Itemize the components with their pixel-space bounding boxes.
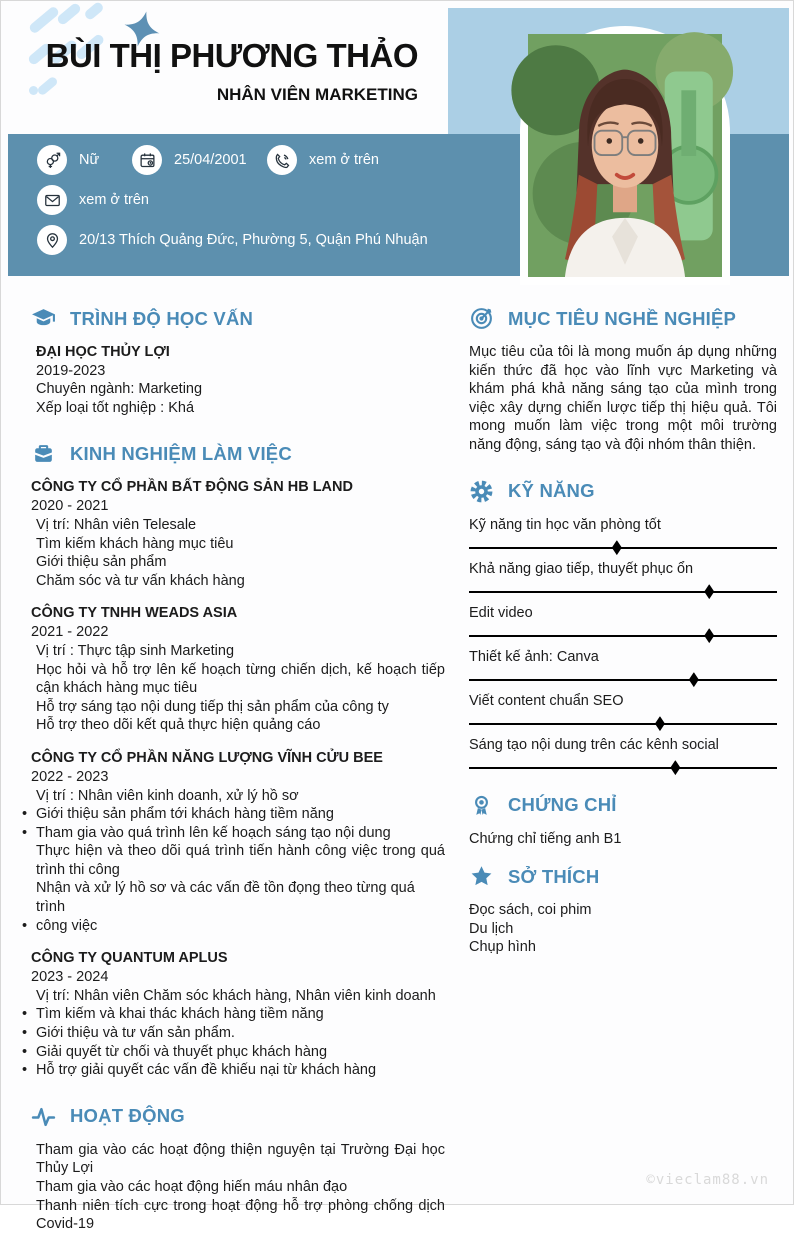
job-detail: Vị trí : Thực tập sinh Marketing: [36, 642, 235, 659]
activity-line: Tham gia vào các hoạt động hiến máu nhân đạo: [36, 1179, 348, 1195]
skill-item: [469, 648, 777, 681]
calendar-icon: [132, 145, 162, 175]
job-detail: Hỗ trợ theo dõi kết quả thực hiện quảng cáo: [36, 717, 321, 734]
job-detail: Giới thiệu sản phẩm: [36, 554, 167, 571]
contact-birthday: [132, 145, 267, 175]
skill-label: Thiết kế ảnh: Canva: [469, 648, 599, 665]
skill-label: Edit video: [469, 604, 533, 621]
skill-slider: [469, 723, 777, 725]
education-heading: TRÌNH ĐỘ HỌC VẤN: [70, 307, 254, 329]
section-certificates: [469, 793, 777, 849]
medal-icon: [469, 793, 494, 818]
section-experience: [31, 441, 445, 1079]
skill-level-marker: [612, 540, 622, 555]
address-value: 20/13 Thích Quảng Đức, Phường 5, Quận Phú Nhuận: [79, 232, 428, 248]
hobbies-heading: SỞ THÍCH: [508, 865, 600, 887]
contact-gender: [37, 145, 132, 175]
section-skills: [469, 479, 777, 769]
job-detail: Thực hiện và theo dõi quá trình tiến hành công việc trong quá trình thi công: [36, 843, 445, 878]
graduation-cap-icon: [31, 306, 56, 331]
activity-line: Thanh niên tích cực trong hoạt động hỗ trợ phòng chống dịch Covid-19: [36, 1197, 445, 1233]
gender-value: Nữ: [79, 152, 100, 168]
name-block: [1, 37, 418, 105]
watermark: ©vieclam88.vn: [646, 1172, 769, 1188]
company-name: CÔNG TY CỔ PHẦN BẤT ĐỘNG SẢN HB LAND: [31, 479, 353, 496]
certificates-heading: CHỨNG CHỈ: [508, 794, 617, 816]
profile-photo: [520, 26, 730, 285]
job-detail: Tìm kiếm khách hàng mục tiêu: [36, 535, 234, 552]
target-icon: [469, 306, 494, 331]
education-major: Chuyên ngành: Marketing: [36, 381, 203, 398]
job-entry: [31, 749, 445, 935]
job-detail: • công việc: [36, 917, 445, 936]
phone-value: xem ở trên: [309, 152, 379, 168]
section-hobbies: [469, 864, 777, 957]
objective-heading: MỤC TIÊU NGHỀ NGHIỆP: [508, 307, 737, 329]
skill-label: Khả năng giao tiếp, thuyết phục ổn: [469, 560, 694, 577]
contact-phone: [267, 145, 379, 175]
job-detail: • Giới thiệu sản phẩm tới khách hàng tiềm năng: [36, 805, 445, 824]
dash-decoration: [83, 1, 105, 22]
contact-email: [37, 185, 149, 215]
hobby-line: Chụp hình: [469, 939, 536, 956]
objective-text: Mục tiêu của tôi là mong muốn áp dụng những kiến thức đã học vào lĩnh vực Marketing và khám phá khả năng sáng tạo của mình trong việc xây dựng chiến lược tiếp thị hiệu quả. Tôi mong muốn làm việc trong một môi trường năng động, sáng tạo và đội nhóm thân thiện.: [469, 344, 777, 453]
skill-level-marker: [689, 672, 699, 687]
contact-info: [37, 145, 437, 265]
contact-address: [37, 225, 428, 255]
skill-label: Viết content chuẩn SEO: [469, 692, 624, 709]
activities-heading: HOẠT ĐỘNG: [70, 1105, 185, 1127]
job-detail: Học hỏi và hỗ trợ lên kế hoạch từng chiến dịch, kế hoạch tiếp cận khách hàng mục tiêu: [36, 661, 445, 697]
job-detail: Nhận và xử lý hồ sơ và các vấn đề tồn đọng theo từng quá trình: [36, 880, 415, 916]
star-icon: [469, 864, 494, 889]
dash-decoration: [28, 5, 60, 35]
skill-item: [469, 736, 777, 769]
activity-line: Tham gia vào các hoạt động thiện nguyện tại Trường Đại học Thủy Lợi: [36, 1141, 445, 1177]
dash-decoration: [56, 2, 82, 26]
candidate-title: NHÂN VIÊN MARKETING: [216, 85, 418, 104]
hero-header: [1, 1, 793, 276]
job-detail: Hỗ trợ sáng tạo nội dung tiếp thị sản phẩm của công ty: [36, 698, 389, 715]
job-years: 2023 - 2024: [31, 969, 109, 986]
birthday-value: 25/04/2001: [174, 152, 247, 168]
job-entry: [31, 604, 445, 735]
job-detail: • Giới thiệu và tư vấn sản phẩm.: [36, 1024, 445, 1043]
skill-item: [469, 516, 777, 549]
job-years: 2021 - 2022: [31, 624, 109, 641]
skill-label: Sáng tạo nội dung trên các kênh social: [469, 736, 719, 753]
phone-icon: [267, 145, 297, 175]
skill-slider: [469, 767, 777, 769]
job-entry: [31, 949, 445, 1080]
skill-label: Kỹ năng tin học văn phòng tốt: [469, 516, 661, 533]
education-years: 2019-2023: [36, 362, 106, 379]
job-detail: Vị trí: Nhân viên Telesale: [36, 516, 197, 533]
company-name: CÔNG TY QUANTUM APLUS: [31, 950, 228, 967]
job-detail: Vị trí: Nhân viên Chăm sóc khách hàng, Nhân viên kinh doanh: [36, 987, 436, 1004]
job-detail: • Giải quyết từ chối và thuyết phục khách hàng: [36, 1043, 445, 1062]
skill-level-marker: [655, 716, 665, 731]
pulse-icon: [31, 1104, 56, 1129]
skill-level-marker: [704, 628, 714, 643]
company-name: CÔNG TY TNHH WEADS ASIA: [31, 605, 238, 622]
hobby-line: Đọc sách, coi phim: [469, 902, 592, 919]
hobby-line: Du lịch: [469, 920, 514, 937]
briefcase-icon: [31, 441, 56, 466]
skill-slider: [469, 679, 777, 681]
email-value: xem ở trên: [79, 192, 149, 208]
skill-slider: [469, 547, 777, 549]
school-name: ĐẠI HỌC THỦY LỢI: [36, 344, 170, 360]
job-detail: • Tìm kiếm và khai thác khách hàng tiềm năng: [36, 1005, 445, 1024]
skill-item: [469, 692, 777, 725]
skill-item: [469, 560, 777, 593]
job-detail: Vị trí : Nhân viên kinh doanh, xử lý hồ sơ: [36, 787, 299, 804]
section-objective: [469, 306, 777, 455]
company-name: CÔNG TY CỔ PHẦN NĂNG LƯỢNG VĨNH CỬU BEE: [31, 749, 383, 766]
section-activities: [31, 1104, 445, 1234]
gender-icon: [37, 145, 67, 175]
job-detail: • Hỗ trợ giải quyết các vấn đề khiếu nại từ khách hàng: [36, 1061, 445, 1080]
skill-level-marker: [670, 760, 680, 775]
job-detail: • Tham gia vào quá trình lên kế hoạch sáng tạo nội dung: [36, 824, 445, 843]
skill-slider: [469, 635, 777, 637]
skill-level-marker: [704, 584, 714, 599]
gear-icon: [469, 479, 494, 504]
job-years: 2020 - 2021: [31, 498, 109, 515]
section-education: [31, 306, 445, 417]
education-grade: Xếp loại tốt nghiệp : Khá: [36, 399, 195, 416]
job-entry: [31, 478, 445, 590]
candidate-name: BÙI THỊ PHƯƠNG THẢO: [45, 37, 418, 74]
experience-heading: KINH NGHIỆM LÀM VIỆC: [70, 442, 292, 464]
skills-heading: KỸ NĂNG: [508, 480, 595, 502]
mail-icon: [37, 185, 67, 215]
location-pin-icon: [37, 225, 67, 255]
skill-item: [469, 604, 777, 637]
job-detail: Chăm sóc và tư vấn khách hàng: [36, 572, 245, 589]
job-years: 2022 - 2023: [31, 768, 109, 785]
skill-slider: [469, 591, 777, 593]
certificate-line: Chứng chỉ tiếng anh B1: [469, 830, 622, 847]
